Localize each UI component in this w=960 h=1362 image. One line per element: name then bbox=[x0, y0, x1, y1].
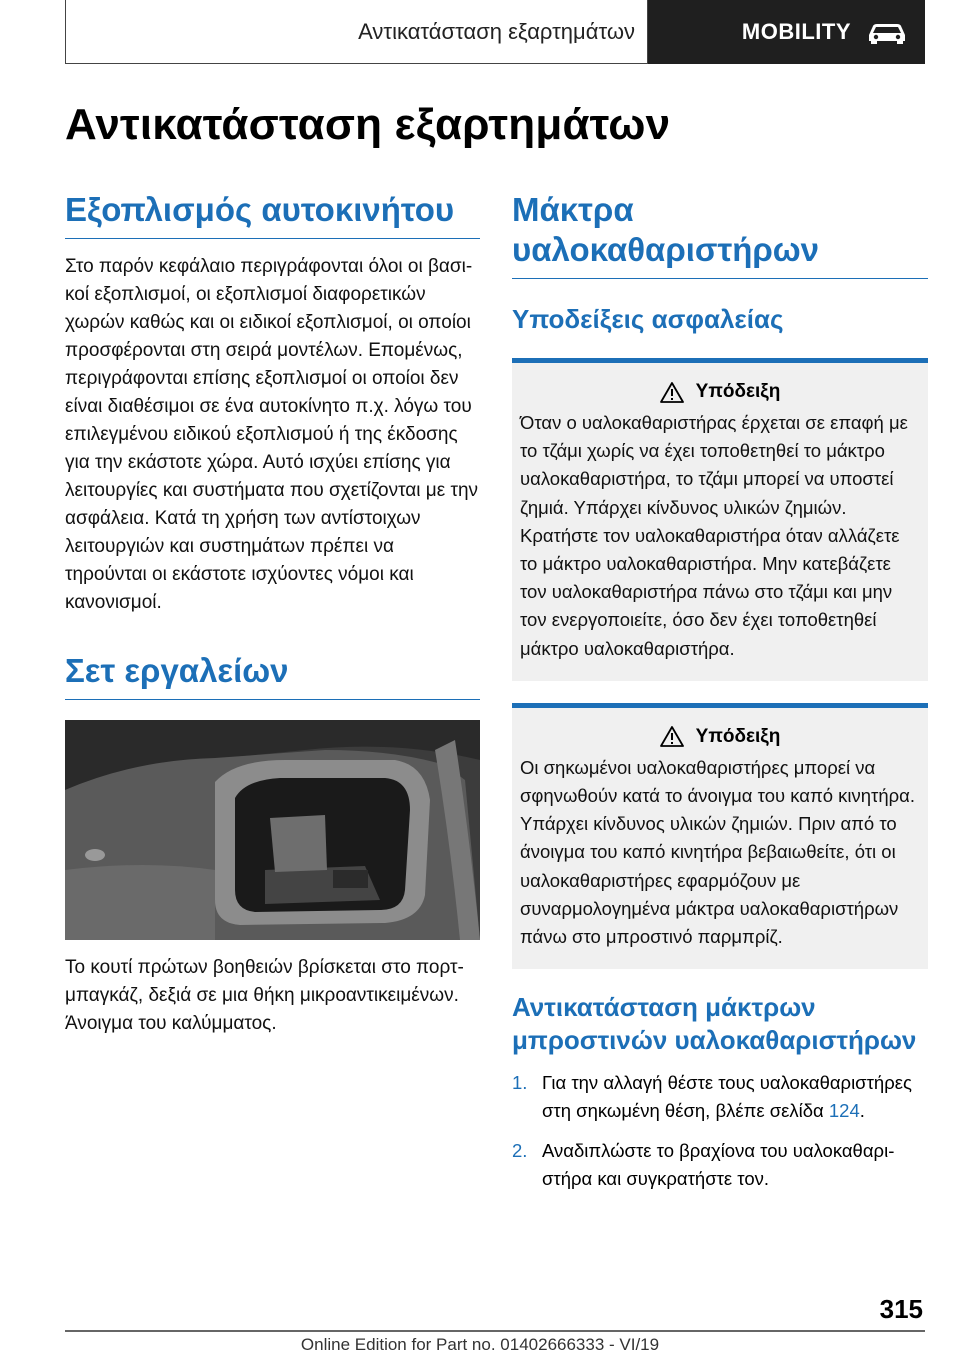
list-item bbox=[512, 1137, 928, 1193]
step-number: 2. bbox=[512, 1140, 528, 1162]
notice-box bbox=[512, 703, 928, 969]
page-title: Αντικατάσταση εξαρτημάτων bbox=[65, 100, 671, 149]
equipment-text: Στο παρόν κεφάλαιο περιγράφονται όλοι οι βασικοί εξοπλισμοί, οι εξοπλισμοί διαφορετικών χωρών καθώς και οι ειδικοί εξοπλισμοί, οι οποίοι προσφέρονται στη σειρά μοντέλων. Επομένως, περιγράφονται επίσης εξοπλισμοί οι οποίοι δεν είναι διαθέσιμοι σε ένα αυτοκίνητο π.χ. λόγω του επιλεγμένου ειδικού εξοπλισμού ή της έκδοσης για την εκάστοτε χώρα. Αυτό ισχύει επίσης για λειτουργίες και συστήματα που σχετίζονται με την ασφάλεια. Κατά τη χρήση των αντίστοιχων λειτουργιών και συστημάτων πρέπει να τηρούνται οι εκάστοτε ισχύοντες νόμοι και κανονισμοί. bbox=[65, 256, 479, 613]
brand-label: MOBILITY bbox=[741, 19, 851, 44]
step-text: Αναδιπλώστε το βραχίονα του υαλοκαθαριστήρα και συγκρατήστε τον. bbox=[542, 1140, 895, 1190]
page-number: 315 bbox=[879, 1294, 923, 1324]
warning-icon bbox=[660, 726, 684, 747]
toolkit-caption: Το κουτί πρώτων βοηθειών βρίσκεται στο πορτμπαγκάζ, δεξιά σε μια θήκη μικροαντικειμένων. Άνοιγμα του καλύμματος. bbox=[65, 957, 464, 1034]
safety-notes-heading: Υποδείξεις ασφαλείας bbox=[512, 304, 784, 334]
right-column bbox=[512, 190, 928, 1205]
trunk-compartment-photo bbox=[65, 720, 480, 940]
replace-front-wipers-heading: Αντικατάσταση μάκτρων μπροστινών υαλοκαθαριστήρων bbox=[512, 992, 917, 1056]
left-column bbox=[65, 190, 480, 1038]
step-suffix: . bbox=[859, 1100, 865, 1122]
list-item bbox=[512, 1069, 928, 1125]
section-header bbox=[65, 0, 648, 64]
notice-box bbox=[512, 358, 928, 681]
brand-tab[interactable] bbox=[648, 0, 925, 64]
warning-icon bbox=[660, 382, 684, 403]
notice-title: Υπόδειξη bbox=[695, 725, 781, 747]
toolkit-heading: Σετ εργαλείων bbox=[65, 651, 480, 700]
step-text: Για την αλλαγή θέστε τους υαλοκαθαριστήρες στη σηκωμένη θέση, βλέπε σελίδα bbox=[542, 1072, 912, 1122]
notice-title: Υπόδειξη bbox=[695, 381, 781, 402]
steps-list bbox=[512, 1069, 928, 1193]
step-number: 1. bbox=[512, 1072, 528, 1094]
section-header-label: Αντικατάσταση εξαρτημάτων bbox=[358, 18, 635, 44]
footer-divider bbox=[65, 1330, 925, 1332]
notice-text: Οι σηκωμένοι υαλοκαθαριστήρες μπορεί να σφηνωθούν κατά το άνοιγμα του καπό κινητήρα. Υπάρχει κίνδυνος υλικών ζημιών. Πριν από το άνοιγμα του καπό κινητήρα βεβαιωθείτε, ότι οι υαλοκαθαριστήρες εφαρμόζουν με συναρμολογημένα μάκτρα υαλοκαθαριστήρων πάνω στο μπροστινό παρμπρίζ. bbox=[520, 756, 916, 948]
page-reference-link[interactable]: 124 bbox=[828, 1100, 860, 1122]
edition-footer: Online Edition for Part no. 01402666333 - VI/19 bbox=[300, 1335, 660, 1354]
notice-text: Όταν ο υαλοκαθαριστήρας έρχεται σε επαφή με το τζάμι χωρίς να έχει τοποθετηθεί το μάκτρο υαλοκαθαριστήρα, το τζάμι μπορεί να υποστεί ζημιά. Υπάρχει κίνδυνος υλικών ζημιών. Κρατήστε τον υαλοκαθαριστήρα όταν αλλάζετε το μάκτρο υαλοκαθαριστήρα. Μην κατεβάζετε τον υαλοκαθαριστήρα πάνω στο τζάμι και μην τον ενεργοποιείτε, όσο δεν έχει τοποθετηθεί μάκτρο υαλοκαθαριστήρα. bbox=[520, 412, 908, 659]
car-icon bbox=[865, 19, 909, 45]
equipment-heading: Εξοπλισμός αυτοκινήτου bbox=[65, 190, 480, 239]
wiper-blades-heading: Μάκτρα υαλοκαθαριστήρων bbox=[512, 190, 928, 279]
top-bar bbox=[65, 0, 925, 64]
